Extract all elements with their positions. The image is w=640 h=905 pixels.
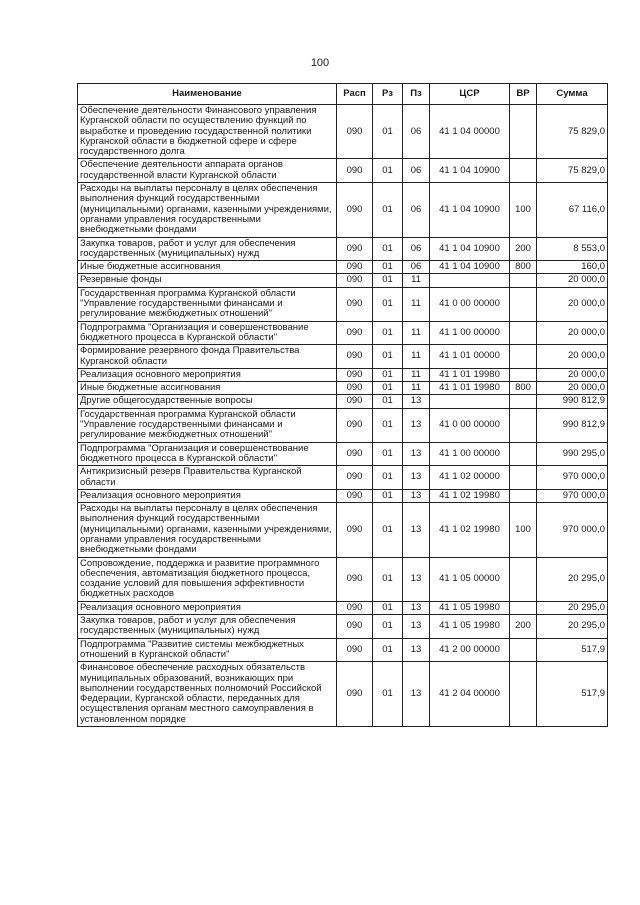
cell-rz: 01: [373, 615, 403, 639]
cell-vr: [510, 395, 537, 408]
cell-name: Реализация основного мероприятия: [78, 489, 337, 502]
cell-pz: 13: [403, 442, 430, 466]
cell-csr: 41 1 04 10900: [430, 237, 510, 261]
cell-rz: 01: [373, 159, 403, 183]
table-row: [78, 557, 608, 601]
table-row: [78, 261, 608, 274]
cell-sum: 517,9: [537, 662, 608, 727]
cell-sum: 20 295,0: [537, 601, 608, 614]
cell-sum: 20 000,0: [537, 274, 608, 287]
cell-rz: 01: [373, 466, 403, 490]
cell-rasp: 090: [337, 489, 373, 502]
cell-sum: 517,9: [537, 638, 608, 662]
cell-name: Реализация основного мероприятия: [78, 368, 337, 381]
cell-name: Формирование резервного фонда Правительства Курганской области: [78, 345, 337, 369]
cell-vr: [510, 345, 537, 369]
header-vr: ВР: [510, 84, 537, 105]
cell-sum: 75 829,0: [537, 105, 608, 159]
cell-csr: 41 1 00 00000: [430, 442, 510, 466]
cell-vr: [510, 466, 537, 490]
table-row: [78, 287, 608, 321]
cell-vr: [510, 662, 537, 727]
cell-rasp: 090: [337, 395, 373, 408]
budget-table: [77, 83, 608, 727]
cell-sum: 20 000,0: [537, 368, 608, 381]
cell-rz: 01: [373, 442, 403, 466]
cell-name: Подпрограмма "Организация и совершенствование бюджетного процесса в Курганской области": [78, 442, 337, 466]
table-row: [78, 183, 608, 237]
table-row: [78, 615, 608, 639]
cell-rz: 01: [373, 345, 403, 369]
cell-rasp: 090: [337, 237, 373, 261]
cell-rasp: 090: [337, 615, 373, 639]
cell-csr: 41 1 04 10900: [430, 159, 510, 183]
cell-rasp: 090: [337, 662, 373, 727]
cell-pz: 13: [403, 503, 430, 557]
cell-vr: [510, 442, 537, 466]
table-row: [78, 321, 608, 345]
cell-csr: 41 1 01 19980: [430, 368, 510, 381]
cell-vr: [510, 159, 537, 183]
table-row: [78, 662, 608, 727]
cell-name: Государственная программа Курганской области "Управление государственными финансами и регулирование межбюджетных отношений": [78, 408, 337, 442]
cell-vr: [510, 601, 537, 614]
cell-rasp: 090: [337, 287, 373, 321]
table-row: [78, 159, 608, 183]
table-row: [78, 503, 608, 557]
cell-name: Реализация основного мероприятия: [78, 601, 337, 614]
cell-pz: 13: [403, 395, 430, 408]
cell-name: Иные бюджетные ассигнования: [78, 382, 337, 395]
cell-pz: 11: [403, 345, 430, 369]
cell-vr: [510, 287, 537, 321]
cell-csr: 41 1 05 00000: [430, 557, 510, 601]
cell-rz: 01: [373, 408, 403, 442]
header-rasp: Расп: [337, 84, 373, 105]
cell-csr: [430, 274, 510, 287]
cell-rz: 01: [373, 382, 403, 395]
cell-csr: 41 1 02 19980: [430, 489, 510, 502]
page-number: 100: [310, 57, 330, 69]
cell-csr: 41 1 02 00000: [430, 466, 510, 490]
cell-sum: 970 000,0: [537, 503, 608, 557]
cell-pz: 06: [403, 159, 430, 183]
cell-vr: [510, 321, 537, 345]
cell-rasp: 090: [337, 261, 373, 274]
cell-name: Расходы на выплаты персоналу в целях обеспечения выполнения функций государственными (муниципальными) органами, казенными учреждениями, органами управления государственными внебюджетными фондами: [78, 183, 337, 237]
header-csr: ЦСР: [430, 84, 510, 105]
table-row: [78, 368, 608, 381]
cell-rz: 01: [373, 261, 403, 274]
header-sum: Сумма: [537, 84, 608, 105]
cell-rz: 01: [373, 183, 403, 237]
cell-name: Резервные фонды: [78, 274, 337, 287]
cell-csr: 41 1 01 19980: [430, 382, 510, 395]
cell-pz: 13: [403, 638, 430, 662]
cell-vr: [510, 557, 537, 601]
cell-rasp: 090: [337, 466, 373, 490]
cell-rasp: 090: [337, 105, 373, 159]
table-row: [78, 345, 608, 369]
table-row: [78, 274, 608, 287]
table-row: [78, 638, 608, 662]
cell-csr: 41 1 04 10900: [430, 183, 510, 237]
cell-sum: 20 000,0: [537, 321, 608, 345]
cell-sum: 20 295,0: [537, 615, 608, 639]
table-body: [78, 105, 608, 727]
cell-sum: 990 812,9: [537, 408, 608, 442]
cell-sum: 67 116,0: [537, 183, 608, 237]
cell-csr: 41 0 00 00000: [430, 287, 510, 321]
cell-rasp: 090: [337, 408, 373, 442]
cell-rasp: 090: [337, 503, 373, 557]
cell-pz: 13: [403, 489, 430, 502]
cell-csr: 41 2 04 00000: [430, 662, 510, 727]
cell-pz: 06: [403, 237, 430, 261]
cell-csr: 41 0 00 00000: [430, 408, 510, 442]
cell-sum: 20 000,0: [537, 382, 608, 395]
cell-csr: 41 1 01 00000: [430, 345, 510, 369]
cell-csr: 41 1 04 10900: [430, 261, 510, 274]
cell-vr: [510, 638, 537, 662]
cell-vr: 100: [510, 503, 537, 557]
header-pz: Пз: [403, 84, 430, 105]
cell-pz: 13: [403, 408, 430, 442]
cell-pz: 11: [403, 287, 430, 321]
cell-rz: 01: [373, 368, 403, 381]
cell-rz: 01: [373, 287, 403, 321]
table-row: [78, 237, 608, 261]
cell-pz: 06: [403, 105, 430, 159]
cell-vr: 800: [510, 382, 537, 395]
cell-vr: [510, 408, 537, 442]
cell-name: Закупка товаров, работ и услуг для обеспечения государственных (муниципальных) нужд: [78, 237, 337, 261]
cell-rz: 01: [373, 489, 403, 502]
cell-pz: 13: [403, 601, 430, 614]
cell-vr: 200: [510, 615, 537, 639]
table-row: [78, 408, 608, 442]
cell-rz: 01: [373, 638, 403, 662]
table-row: [78, 442, 608, 466]
cell-rz: 01: [373, 503, 403, 557]
table-row: [78, 466, 608, 490]
cell-pz: 13: [403, 615, 430, 639]
cell-pz: 06: [403, 261, 430, 274]
cell-name: Иные бюджетные ассигнования: [78, 261, 337, 274]
cell-sum: 990 295,0: [537, 442, 608, 466]
cell-name: Обеспечение деятельности аппарата органов государственной власти Курганской области: [78, 159, 337, 183]
cell-csr: 41 1 05 19980: [430, 615, 510, 639]
cell-rz: 01: [373, 601, 403, 614]
cell-sum: 160,0: [537, 261, 608, 274]
cell-name: Закупка товаров, работ и услуг для обеспечения государственных (муниципальных) нужд: [78, 615, 337, 639]
cell-sum: 970 000,0: [537, 489, 608, 502]
cell-csr: 41 1 02 19980: [430, 503, 510, 557]
cell-name: Финансовое обеспечение расходных обязательств муниципальных образований, возникающих при выполнении государственных полномочий Российской Федерации, Курганской области, переданных для осуществления органам местного самоуправления в установленном порядке: [78, 662, 337, 727]
cell-pz: 06: [403, 183, 430, 237]
cell-vr: 200: [510, 237, 537, 261]
cell-vr: [510, 274, 537, 287]
cell-sum: 990 812,9: [537, 395, 608, 408]
cell-rz: 01: [373, 321, 403, 345]
cell-vr: [510, 368, 537, 381]
cell-vr: [510, 489, 537, 502]
header-rz: Рз: [373, 84, 403, 105]
table-row: [78, 489, 608, 502]
cell-rz: 01: [373, 395, 403, 408]
cell-vr: [510, 105, 537, 159]
cell-rasp: 090: [337, 601, 373, 614]
cell-rasp: 090: [337, 557, 373, 601]
cell-rasp: 090: [337, 382, 373, 395]
cell-rasp: 090: [337, 638, 373, 662]
cell-rz: 01: [373, 662, 403, 727]
cell-pz: 11: [403, 274, 430, 287]
cell-rasp: 090: [337, 274, 373, 287]
cell-vr: 100: [510, 183, 537, 237]
cell-rz: 01: [373, 557, 403, 601]
cell-pz: 13: [403, 466, 430, 490]
cell-pz: 13: [403, 662, 430, 727]
cell-name: Расходы на выплаты персоналу в целях обеспечения выполнения функций государственными (муниципальными) органами, казенными учреждениями, органами управления государственными внебюджетными фондами: [78, 503, 337, 557]
cell-name: Антикризисный резерв Правительства Курганской области: [78, 466, 337, 490]
cell-rasp: 090: [337, 159, 373, 183]
cell-name: Другие общегосударственные вопросы: [78, 395, 337, 408]
cell-rasp: 090: [337, 368, 373, 381]
cell-rasp: 090: [337, 345, 373, 369]
cell-sum: 75 829,0: [537, 159, 608, 183]
cell-vr: 800: [510, 261, 537, 274]
cell-rasp: 090: [337, 442, 373, 466]
cell-name: Подпрограмма "Организация и совершенствование бюджетного процесса в Курганской области": [78, 321, 337, 345]
header-name: Наименование: [78, 84, 337, 105]
cell-name: Подпрограмма "Развитие системы межбюджетных отношений в Курганской области": [78, 638, 337, 662]
cell-csr: 41 1 05 19980: [430, 601, 510, 614]
cell-csr: 41 1 00 00000: [430, 321, 510, 345]
cell-pz: 13: [403, 557, 430, 601]
cell-rz: 01: [373, 105, 403, 159]
cell-name: Обеспечение деятельности Финансового управления Курганской области по осуществлению функций по выработке и проведению государственной политики Курганской области в бюджетной сфере и сфере государственного долга: [78, 105, 337, 159]
cell-rz: 01: [373, 237, 403, 261]
cell-rasp: 090: [337, 321, 373, 345]
cell-sum: 20 295,0: [537, 557, 608, 601]
cell-csr: 41 2 00 00000: [430, 638, 510, 662]
cell-name: Государственная программа Курганской области "Управление государственными финансами и регулирование межбюджетных отношений": [78, 287, 337, 321]
table-row: [78, 105, 608, 159]
cell-pz: 11: [403, 321, 430, 345]
cell-sum: 970 000,0: [537, 466, 608, 490]
cell-sum: 20 000,0: [537, 287, 608, 321]
cell-name: Сопровождение, поддержка и развитие программного обеспечения, автоматизация бюджетного процесса, создание условий для повышения эффективности бюджетных расходов: [78, 557, 337, 601]
table-row: [78, 395, 608, 408]
cell-rasp: 090: [337, 183, 373, 237]
cell-pz: 11: [403, 368, 430, 381]
cell-sum: 20 000,0: [537, 345, 608, 369]
cell-rz: 01: [373, 274, 403, 287]
cell-sum: 8 553,0: [537, 237, 608, 261]
cell-csr: [430, 395, 510, 408]
cell-pz: 11: [403, 382, 430, 395]
table-row: [78, 382, 608, 395]
cell-csr: 41 1 04 00000: [430, 105, 510, 159]
table-row: [78, 601, 608, 614]
header-row: [78, 84, 608, 105]
